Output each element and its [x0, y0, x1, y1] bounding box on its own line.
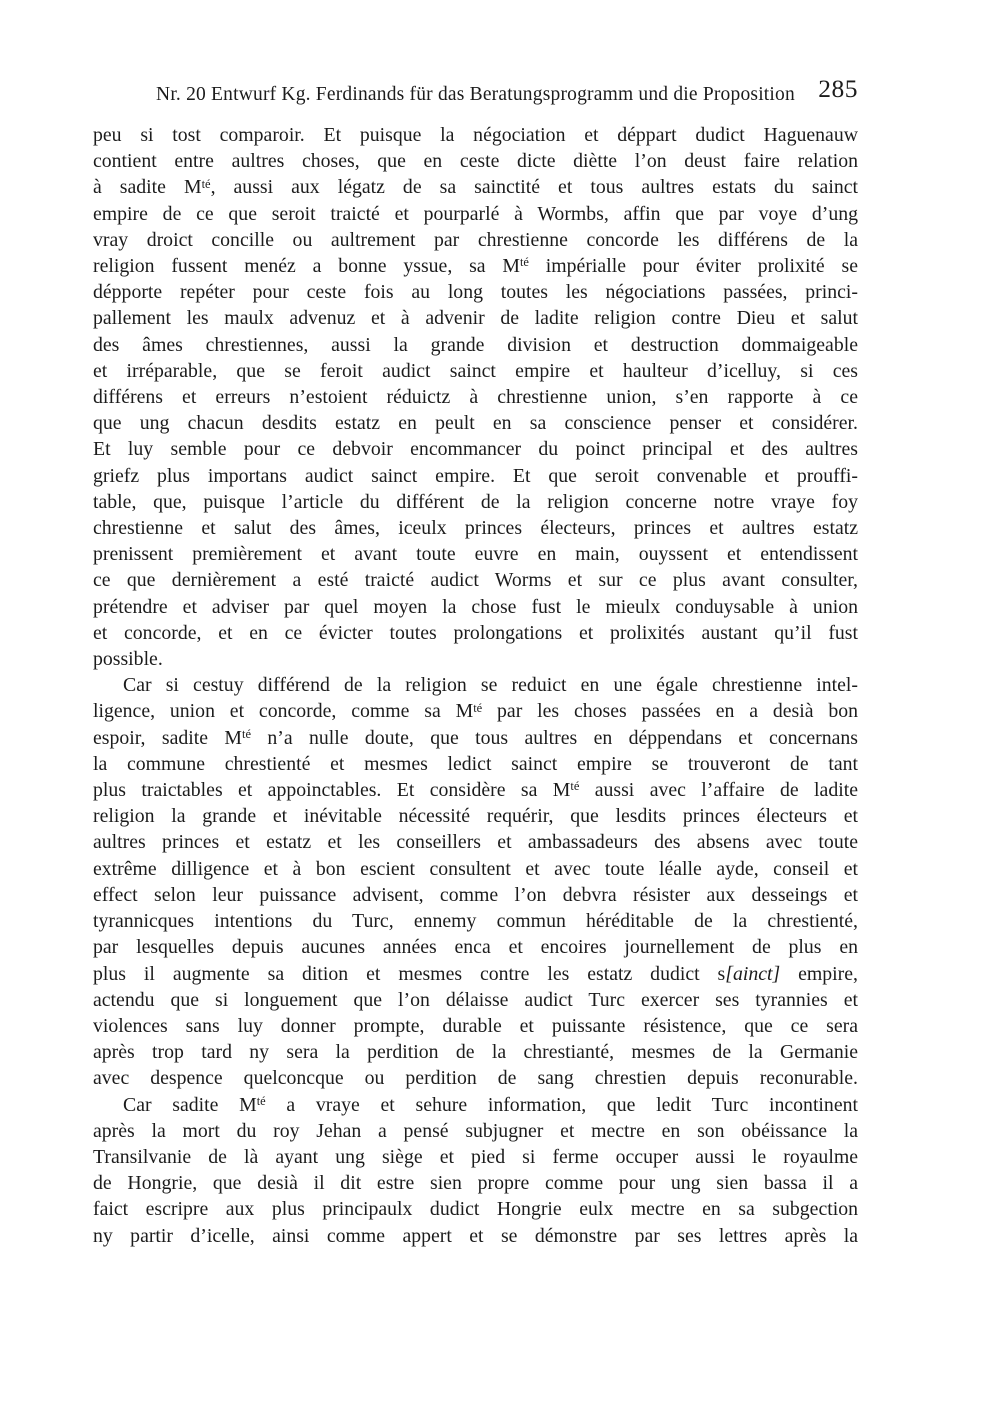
text-line: Car sadite $M^{té}$ a vraye et sehure information, que ledit Turc incontinent — [123, 1093, 858, 1116]
text-line: plus il augmente sa dition et mesmes contre les estatz dudict s[ainct] empire, — [93, 962, 858, 985]
text-line: religion la grande et inévitable nécessité requérir, que lesdits princes électeurs et — [93, 805, 858, 828]
text-line: que ung chacun desdits estatz en peult en sa conscience penser et considérer. — [93, 412, 858, 435]
text-line: espoir, sadite $M^{té}$ n’a nulle doute, que tous aultres en déppendans et concernans — [93, 726, 858, 749]
text-line: après la mort du roy Jehan a pensé subjugner et mectre en son obéissance la — [93, 1119, 858, 1142]
text-line: à sadite $M^{té}$, aussi aux légatz de sa sainctité et tous aultres estats du sainct — [93, 176, 859, 199]
text-line: empire de ce que seroit traicté et pourparlé à Wormbs, affin que par voye d’ung — [93, 202, 858, 225]
text-line: vray droict concille ou aultrement par chrestienne concorde les différens de la — [93, 228, 858, 251]
text-line: prenissent premièrement et avant toute euvre en main, ouyssent et entendissent — [93, 543, 858, 566]
text-line: différens et erreurs n’estoient réduictz à chrestienne union, s’en rapporte à ce — [93, 386, 858, 409]
text-line: Et luy semble pour ce debvoir encommancer du poinct principal et des aultres — [93, 438, 858, 461]
text-line: table, que, puisque l’article du différent de la religion concerne notre vraye foy — [93, 490, 858, 513]
text-line: pallement les maulx advenuz et à advenir de ladite religion contre Dieu et salut — [93, 307, 858, 330]
text-line: griefz plus importans audict sainct empire. Et que seroit convenable et prouffi- — [93, 464, 858, 487]
text-line: effect selon leur puissance advisent, comme l’on debvra résister aux desseings et — [93, 883, 858, 906]
text-line: par lesquelles depuis aucunes années enca et encoires journellement de plus en — [93, 936, 858, 959]
running-head: Nr. 20 Entwurf Kg. Ferdinands für das Beratungsprogramm und die Proposition — [156, 84, 795, 105]
text-line: ce que dernièrement a esté traicté audict Worms et sur ce plus avant consulter, — [93, 569, 858, 592]
text-line: Car si cestuy différend de la religion se reduict en une égale chrestienne intel- — [123, 674, 858, 697]
text-line: de Hongrie, que desià il dit estre sien propre comme pour ung sien bassa il a — [93, 1172, 858, 1195]
page-header — [93, 74, 858, 106]
page-number: 285 — [818, 74, 858, 103]
text-line: extrême dilligence et à bon escient consultent et avec toute léalle ayde, conseil et — [93, 857, 858, 880]
text-line: ny partir d’icelle, ainsi comme appert et se démonstre par ses lettres après la — [93, 1224, 858, 1247]
body-text — [93, 122, 858, 1249]
text-line: plus traictables et appoinctables. Et considère sa $M^{té}$ aussi avec l’affaire de ladite — [93, 779, 858, 802]
text-line: aultres princes et estatz et les conseillers et ambassadeurs des absens avec toute — [93, 831, 858, 854]
text-line: et concorde, et en ce évicter toutes prolongations et prolixités austant qu’il fust — [93, 621, 858, 644]
text-line: chrestienne et salut des âmes, iceulx princes électeurs, princes et aultres estatz — [93, 517, 858, 540]
text-line: avec despence quelconcque ou perdition de sang chrestien depuis reconurable. — [93, 1067, 858, 1090]
text-line: la commune chrestienté et mesmes ledict sainct empire se trouveront de tant — [93, 752, 858, 775]
text-line: après trop tard ny sera la perdition de la chrestianté, mesmes de la Germanie — [93, 1041, 858, 1064]
text-line: Transilvanie de là ayant ung siège et pied si ferme occuper aussi le royaulme — [93, 1145, 858, 1168]
text-line: peu si tost comparoir. Et puisque la négociation et déppart dudict Haguenauw — [93, 124, 858, 146]
text-line: religion fussent menéz a bonne yssue, sa $M^{té}$ impérialle pour éviter prolixité se — [93, 255, 859, 278]
text-line: violences sans luy donner prompte, durable et puissante résistence, que ce sera — [93, 1014, 858, 1037]
text-line: et irréparable, que se feroit audict sainct empire et haulteur d’icelluy, si ces — [93, 359, 858, 382]
text-line: tyrannicques intentions du Turc, ennemy commun héréditable de la chrestienté, — [93, 910, 858, 933]
text-line: des âmes chrestiennes, aussi la grande division et destruction dommaigeable — [93, 333, 858, 356]
text-line: ligence, union et concorde, comme sa $M^{té}$ par les choses passées en a desià bon — [93, 700, 858, 723]
text-line: actendu que si longuement que l’on délaisse audict Turc exercer ses tyrannies et — [93, 988, 858, 1011]
text-line: possible. — [93, 648, 163, 671]
text-line: faict escripre aux plus principaulx dudict Hongrie eulx mectre en sa subgection — [93, 1198, 858, 1221]
text-line: contient entre aultres choses, que en ceste dicte diètte l’on deust faire relation — [93, 150, 858, 173]
text-line: prétendre et adviser par quel moyen la chose fust le mieulx conduysable à union — [93, 595, 858, 618]
text-line: dépporte repéter pour ceste fois au long toutes les négociations passées, princi- — [93, 281, 858, 304]
